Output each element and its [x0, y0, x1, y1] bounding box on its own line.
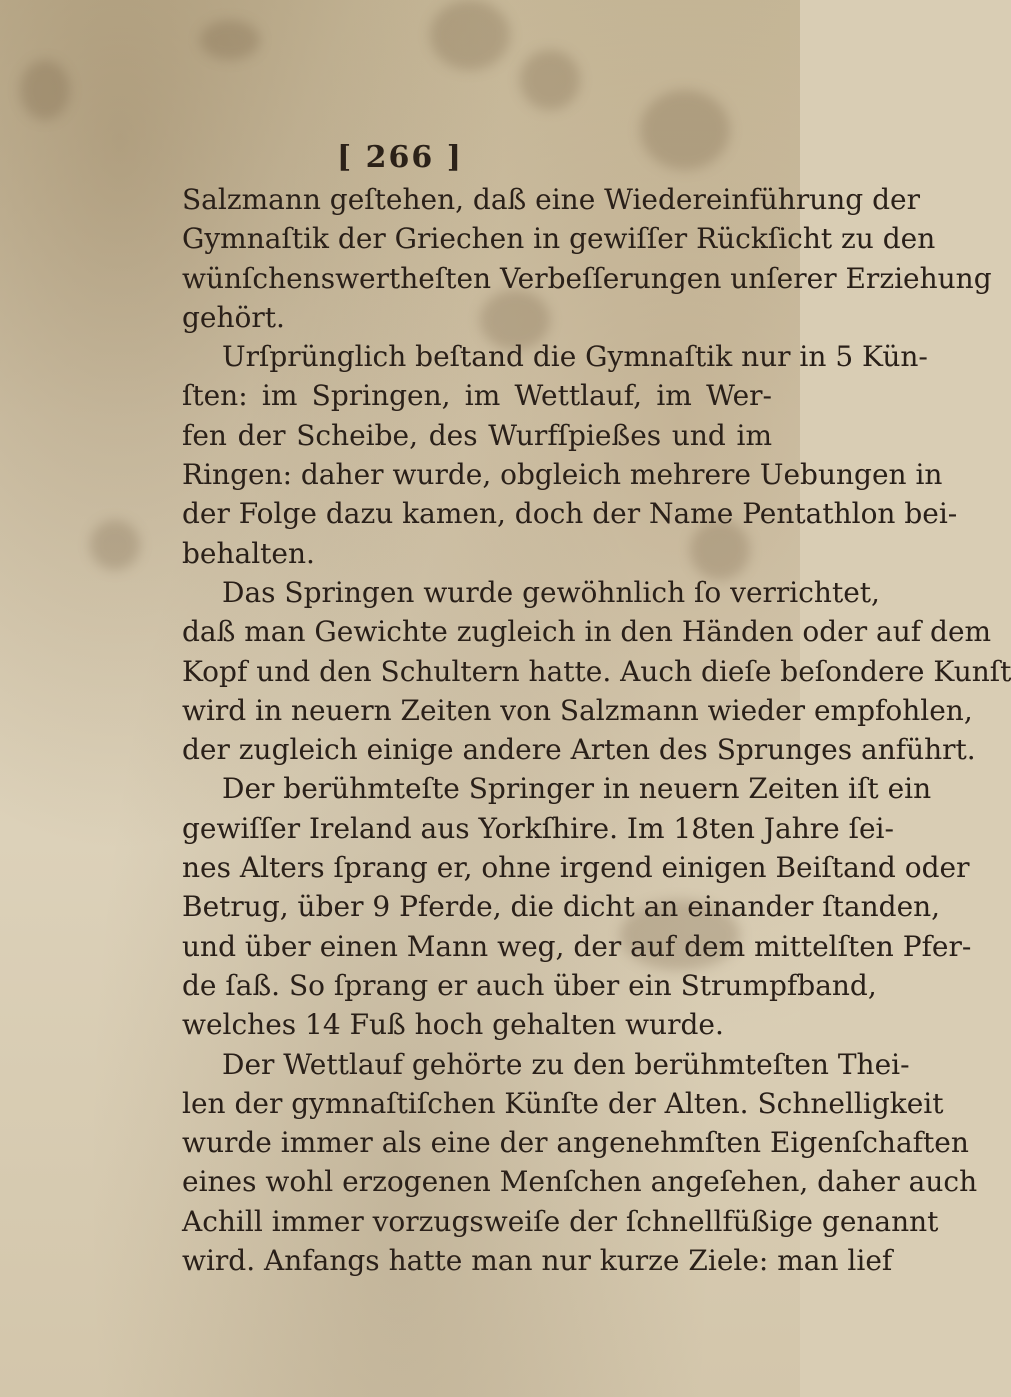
text-line: der Folge dazu kamen, doch der Name Pentathlon bei-	[182, 497, 958, 531]
stain	[90, 520, 140, 570]
text-line: Ringen: daher wurde, obgleich mehrere Uebungen in	[182, 458, 943, 492]
text-line: der zugleich einige andere Arten des Sprunges anführt.	[182, 733, 976, 767]
text-line: welches 14 Fuß hoch gehalten wurde.	[182, 1008, 724, 1042]
stain	[520, 50, 580, 110]
stain	[430, 0, 510, 70]
text-line: Achill immer vorzugsweiſe der ſchnellfüßige genannt	[182, 1204, 939, 1238]
text-line: Urſprünglich beſtand die Gymnaſtik nur in 5 Kün-	[222, 340, 928, 374]
text-line: daß man Gewichte zugleich in den Händen oder auf dem	[182, 615, 992, 649]
text-line: und über einen Mann weg, der auf dem mittelſten Pfer-	[182, 929, 972, 963]
text-line: Gymnaſtik der Griechen in gewiſſer Rückſicht zu den	[182, 222, 936, 256]
text-line: ſten: im Springen, im Wettlauf, im Wer-	[182, 379, 772, 413]
text-line: nes Alters ſprang er, ohne irgend einigen Beiſtand oder	[182, 851, 970, 885]
body-text	[182, 180, 1011, 1280]
text-line: wurde immer als eine der angenehmſten Eigenſchaften	[182, 1126, 969, 1160]
text-line: wünſchenswertheſten Verbeſſerungen unſerer Erziehung	[182, 261, 992, 295]
text-line: Kopf und den Schultern hatte. Auch dieſe beſondere Kunſt	[182, 654, 1011, 688]
text-line: gehört.	[182, 300, 285, 334]
text-line: Betrug, über 9 Pferde, die dicht an einander ſtanden,	[182, 890, 941, 924]
text-line: Das Springen wurde gewöhnlich ſo verrichtet,	[222, 575, 880, 609]
text-line: eines wohl erzogenen Menſchen angeſehen, daher auch	[182, 1165, 978, 1199]
text-line: wird. Anfangs hatte man nur kurze Ziele: man lief	[182, 1244, 893, 1278]
text-line: Der Wettlauf gehörte zu den berühmteſten Thei-	[222, 1047, 910, 1081]
text-line: wird in neuern Zeiten von Salzmann wieder empfohlen,	[182, 693, 973, 727]
text-line: de ſaß. So ſprang er auch über ein Strumpfband,	[182, 968, 877, 1002]
text-line: Der berühmteſte Springer in neuern Zeiten iſt ein	[222, 772, 932, 806]
text-line: len der gymnaſtiſchen Künſte der Alten. Schnelligkeit	[182, 1086, 944, 1120]
text-line: Salzmann geſtehen, daß eine Wiedereinführung der	[182, 183, 920, 216]
text-line: gewiſſer Ireland aus Yorkſhire. Im 18ten Jahre ſei-	[182, 811, 894, 845]
page-number: [ 266 ]	[337, 140, 463, 175]
text-line: behalten.	[182, 536, 315, 570]
text-line: fen der Scheibe, des Wurfſpießes und im	[182, 418, 772, 452]
stain	[200, 20, 260, 60]
stain	[20, 60, 70, 120]
